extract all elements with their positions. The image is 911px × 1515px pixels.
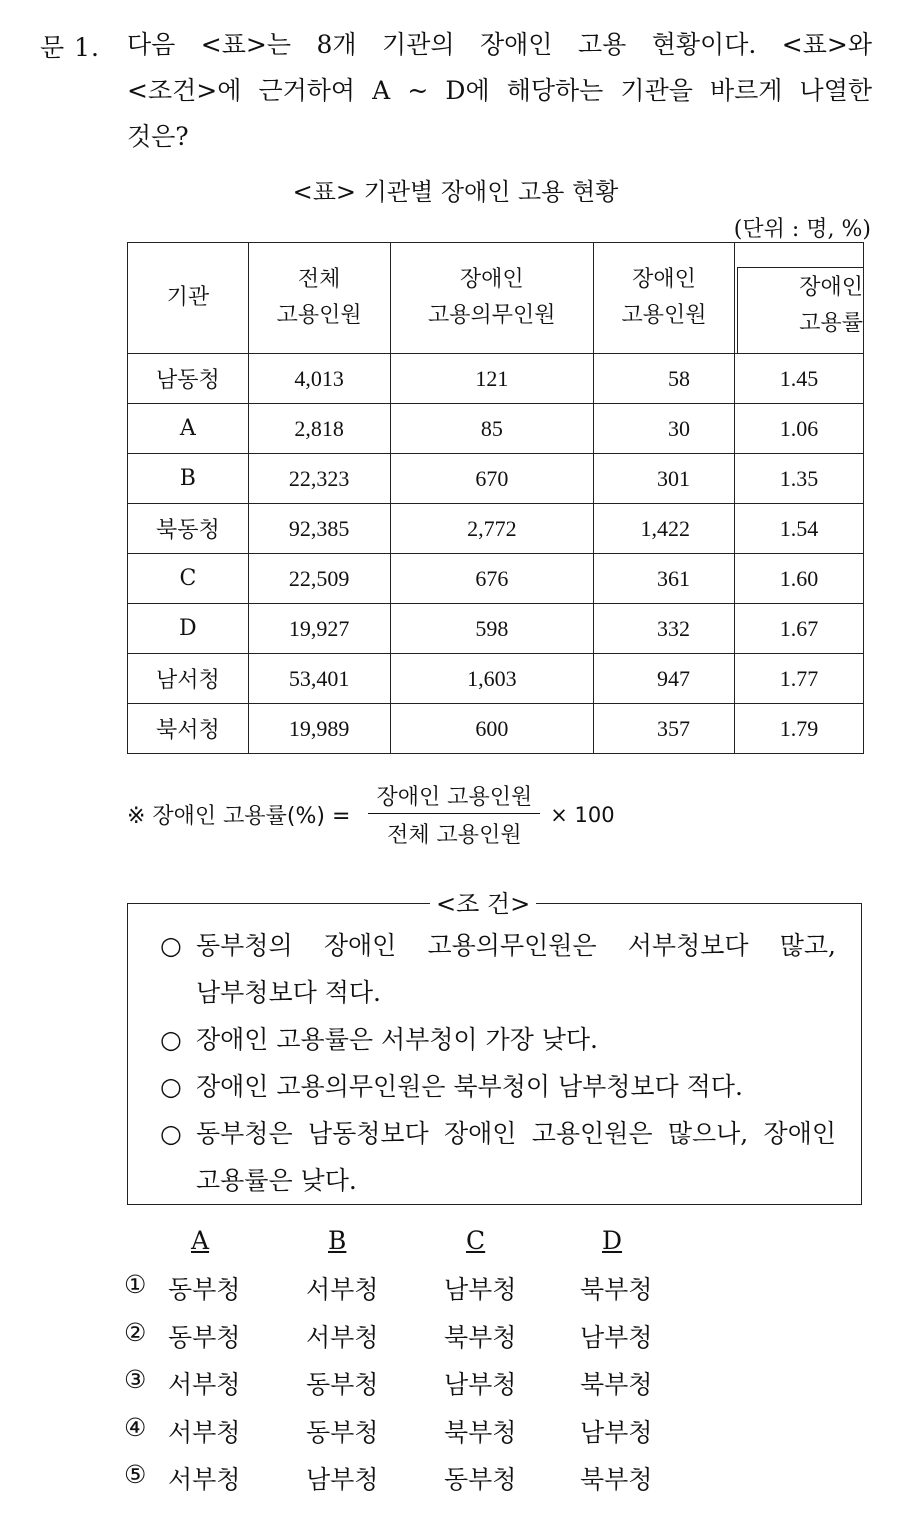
cell-agency: 남동청 (128, 354, 249, 404)
header-rate-line1: 장애인 (799, 275, 863, 300)
formula-fraction (368, 780, 540, 849)
cell-employed: 301 (594, 454, 735, 504)
condition-line: 장애인 고용의무인원은 북부청이 남부청보다 적다. (196, 1072, 743, 1101)
rate-formula (127, 780, 615, 849)
option-value: 서부청 (306, 1275, 379, 1304)
header-employed-line2: 고용인원 (621, 303, 707, 328)
cell-rate: 1.60 (734, 554, 863, 604)
option-number: ② (124, 1318, 147, 1347)
cell-agency: D (128, 604, 249, 654)
header-agency: 기관 (128, 243, 249, 354)
answer-option[interactable] (124, 1318, 684, 1364)
cell-mandatory: 670 (390, 454, 594, 504)
option-number: ① (124, 1270, 147, 1299)
cell-rate: 1.54 (734, 504, 863, 554)
cell-mandatory: 85 (390, 404, 594, 454)
formula-multiplier: × 100 (550, 802, 615, 827)
cell-mandatory: 1,603 (390, 654, 594, 704)
answer-option[interactable] (124, 1460, 684, 1506)
cell-total: 4,013 (248, 354, 390, 404)
circle-bullet-icon: ○ (160, 931, 182, 960)
table-caption: <표> 기관별 장애인 고용 현황 (292, 178, 619, 206)
header-total (248, 243, 390, 354)
header-rate-line2: 고용률 (799, 311, 863, 336)
cell-employed: 947 (594, 654, 735, 704)
option-value: 북부청 (580, 1275, 653, 1304)
condition-line: 동부청은 남동청보다 장애인 고용인원은 많으나, 장애인 (196, 1119, 836, 1148)
cell-rate: 1.67 (734, 604, 863, 654)
cell-total: 22,509 (248, 554, 390, 604)
cell-employed: 30 (594, 404, 735, 454)
circle-bullet-icon: ○ (160, 1025, 182, 1054)
option-value: 남부청 (444, 1370, 517, 1399)
cell-agency: 남서청 (128, 654, 249, 704)
cell-mandatory: 598 (390, 604, 594, 654)
cell-agency: B (128, 454, 249, 504)
cell-agency: C (128, 554, 249, 604)
option-value: 북부청 (580, 1465, 653, 1494)
question-number: 문 1. (40, 33, 100, 62)
option-value: 동부청 (168, 1275, 241, 1304)
condition-line: 남부청보다 적다. (196, 978, 381, 1007)
option-value: 서부청 (168, 1370, 241, 1399)
table-row (128, 504, 864, 554)
option-value: 서부청 (168, 1418, 241, 1447)
condition-item (160, 922, 836, 1016)
option-value: 남부청 (444, 1275, 517, 1304)
answer-option[interactable] (124, 1270, 684, 1316)
option-column-header: C (466, 1226, 486, 1255)
circle-bullet-icon: ○ (160, 1119, 182, 1148)
cell-employed: 361 (594, 554, 735, 604)
conditions-list (160, 922, 836, 1204)
option-value: 북부청 (580, 1370, 653, 1399)
table-row (128, 554, 864, 604)
header-mandatory (390, 243, 594, 354)
cell-rate: 1.77 (734, 654, 863, 704)
table-unit: (단위 : 명, %) (733, 217, 871, 242)
table-row (128, 404, 864, 454)
table-row (128, 654, 864, 704)
cell-mandatory: 121 (390, 354, 594, 404)
option-column-header: A (191, 1226, 210, 1255)
table-row (128, 704, 864, 754)
option-value: 남부청 (580, 1418, 653, 1447)
conditions-title: <조 건> (430, 884, 536, 919)
cell-agency: A (128, 404, 249, 454)
cell-rate: 1.35 (734, 454, 863, 504)
cell-total: 19,989 (248, 704, 390, 754)
condition-item (160, 1016, 836, 1063)
formula-numerator: 장애인 고용인원 (368, 780, 540, 814)
cell-total: 2,818 (248, 404, 390, 454)
header-mandatory-line1: 장애인 (459, 267, 524, 292)
option-number: ③ (124, 1365, 147, 1394)
cell-employed: 357 (594, 704, 735, 754)
option-value: 동부청 (168, 1323, 241, 1352)
answer-option[interactable] (124, 1413, 684, 1459)
option-value: 동부청 (444, 1465, 517, 1494)
condition-line: 장애인 고용률은 서부청이 가장 낮다. (196, 1025, 598, 1054)
option-value: 북부청 (444, 1418, 517, 1447)
option-value: 서부청 (306, 1323, 379, 1352)
condition-item (160, 1063, 836, 1110)
cell-agency: 북동청 (128, 504, 249, 554)
option-value: 남부청 (580, 1323, 653, 1352)
option-column-header: D (602, 1226, 623, 1255)
formula-denominator: 전체 고용인원 (387, 823, 522, 848)
header-total-line1: 전체 (297, 267, 341, 292)
cell-total: 19,927 (248, 604, 390, 654)
option-value: 동부청 (306, 1418, 379, 1447)
header-total-line2: 고용인원 (276, 303, 362, 328)
question-line: 다음 <표>는 8개 기관의 장애인 고용 현황이다. <표>와 (127, 30, 872, 59)
header-rate-box (737, 267, 863, 353)
cell-mandatory: 600 (390, 704, 594, 754)
header-employed-line1: 장애인 (632, 267, 696, 292)
cell-total: 92,385 (248, 504, 390, 554)
cell-rate: 1.45 (734, 354, 863, 404)
condition-item (160, 1110, 836, 1204)
cell-agency: 북서청 (128, 704, 249, 754)
table-row (128, 454, 864, 504)
table-row (128, 354, 864, 404)
option-value: 서부청 (168, 1465, 241, 1494)
table-header-row (128, 243, 864, 354)
cell-mandatory: 2,772 (390, 504, 594, 554)
cell-rate: 1.06 (734, 404, 863, 454)
option-number: ④ (124, 1413, 147, 1442)
option-value: 북부청 (444, 1323, 517, 1352)
condition-line: 동부청의 장애인 고용의무인원은 서부청보다 많고, (196, 931, 836, 960)
header-rate (734, 243, 863, 354)
circle-bullet-icon: ○ (160, 1072, 182, 1101)
option-number: ⑤ (124, 1460, 147, 1489)
cell-employed: 58 (594, 354, 735, 404)
table-row (128, 604, 864, 654)
cell-total: 22,323 (248, 454, 390, 504)
header-mandatory-line2: 고용의무인원 (428, 303, 556, 328)
question-line: <조건>에 근거하여 A ~ D에 해당하는 기관을 바르게 나열한 (127, 76, 872, 105)
option-value: 동부청 (306, 1370, 379, 1399)
cell-employed: 1,422 (594, 504, 735, 554)
cell-total: 53,401 (248, 654, 390, 704)
cell-rate: 1.79 (734, 704, 863, 754)
answer-option[interactable] (124, 1365, 684, 1411)
header-employed (594, 243, 735, 354)
employment-table (127, 242, 864, 754)
option-column-header: B (328, 1226, 347, 1255)
condition-line: 고용률은 낮다. (196, 1166, 357, 1195)
question-line: 것은? (127, 122, 189, 151)
cell-mandatory: 676 (390, 554, 594, 604)
question-text (127, 22, 872, 160)
cell-employed: 332 (594, 604, 735, 654)
option-value: 남부청 (306, 1465, 379, 1494)
formula-note: ※ 장애인 고용률(%) = (127, 804, 351, 829)
